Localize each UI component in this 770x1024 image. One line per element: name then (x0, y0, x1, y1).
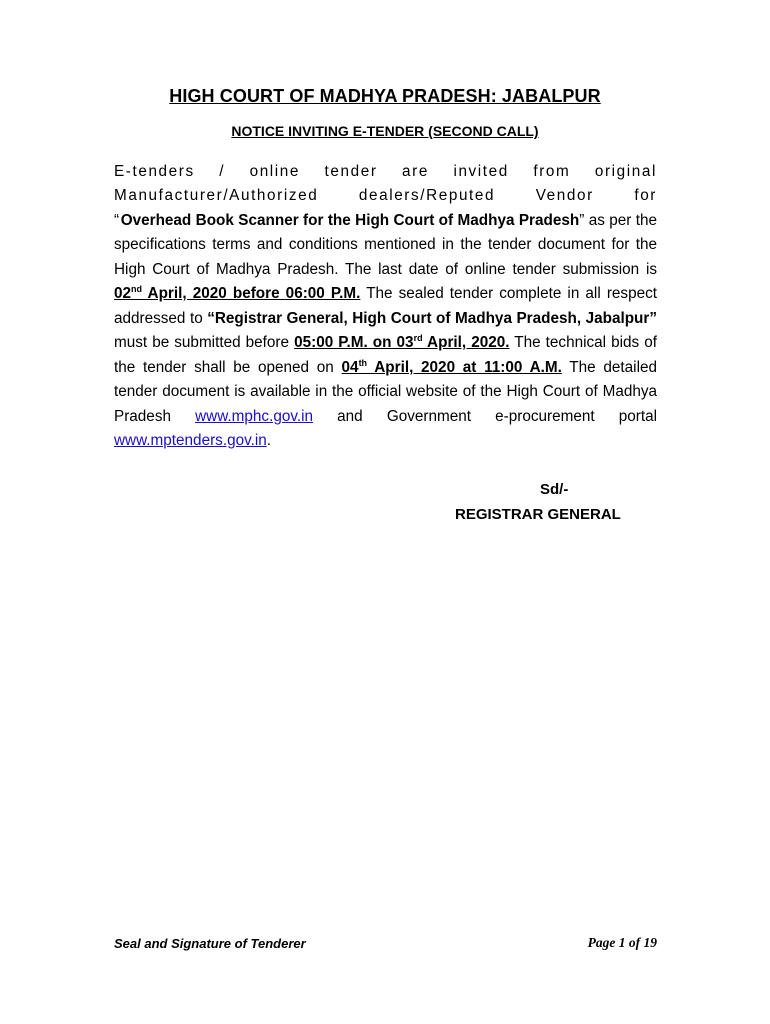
addressee: “Registrar General, High Court of Madhya Pradesh, Jabalpur” (207, 309, 657, 327)
sealed-tender-deadline: 05:00 P.M. on 03rd April, 2020. (294, 333, 510, 352)
bid-opening-date: 04th April, 2020 at 11:00 A.M. (341, 357, 562, 376)
notice-text-bids: The technical bids of the tender shall be opened on (114, 334, 657, 376)
notice-text-sealed: The sealed tender complete in all respect addressed to (114, 285, 657, 327)
signatory-designation: REGISTRAR GENERAL (455, 506, 621, 523)
notice-subtitle: NOTICE INVITING E-TENDER (SECOND CALL) (231, 123, 539, 139)
submission-deadline: 02nd April, 2020 before 06:00 P.M. (114, 284, 361, 303)
notice-text-terms: ” as per the specifications terms and conditions mentioned in the tender document for the High Court of Madhya Pradesh. The last date of online tender submission is (114, 211, 657, 278)
notice-text-intro: E-tenders / online tender are invited from original Manufacturer/Authorized dealers/Reputed Vendor for “ (114, 163, 657, 229)
notice-body: E-tenders / online tender are invited from original Manufacturer/Authorized dealers/Reputed Vendor for “Overhead Book Scanner for the High Court of Madhya Pradesh” as per the specifications terms and conditions mentioned in the tender document for the High Court of Madhya Pradesh. The last date of online tender submission is 02nd April, 2020 before 06:00 P.M. The sealed tender complete in all respect addressed to “Registrar General, High Court of Madhya Pradesh, Jabalpur” must be submitted before 05:00 P.M. on 03rd April, 2020. The technical bids of the tender shall be opened on 04th April, 2020 at 11:00 A.M. The detailed tender document is available in the official website of the High Court of Madhya Pradesh www.mphc.gov.in and Government e-procurement portal www.mptenders.gov.in. (114, 163, 657, 449)
tender-item-name: Overhead Book Scanner for the High Court of Madhya Pradesh (120, 211, 580, 229)
notice-text-portal: and Government e-procurement portal (313, 407, 657, 425)
signature-mark: Sd/- (540, 481, 569, 498)
page-number: Page 1 of 19 (587, 935, 657, 950)
notice-text-submit: must be submitted before (114, 334, 295, 352)
page-title: HIGH COURT OF MADHYA PRADESH: JABALPUR (169, 86, 601, 106)
notice-text-website: The detailed tender document is available in the official website of the High Court of Madhya Pradesh (114, 358, 657, 425)
mphc-website-link[interactable]: www.mphc.gov.in (195, 407, 314, 425)
footer-seal-label: Seal and Signature of Tenderer (114, 936, 306, 951)
mptenders-portal-link[interactable]: www.mptenders.gov.in (114, 431, 267, 449)
